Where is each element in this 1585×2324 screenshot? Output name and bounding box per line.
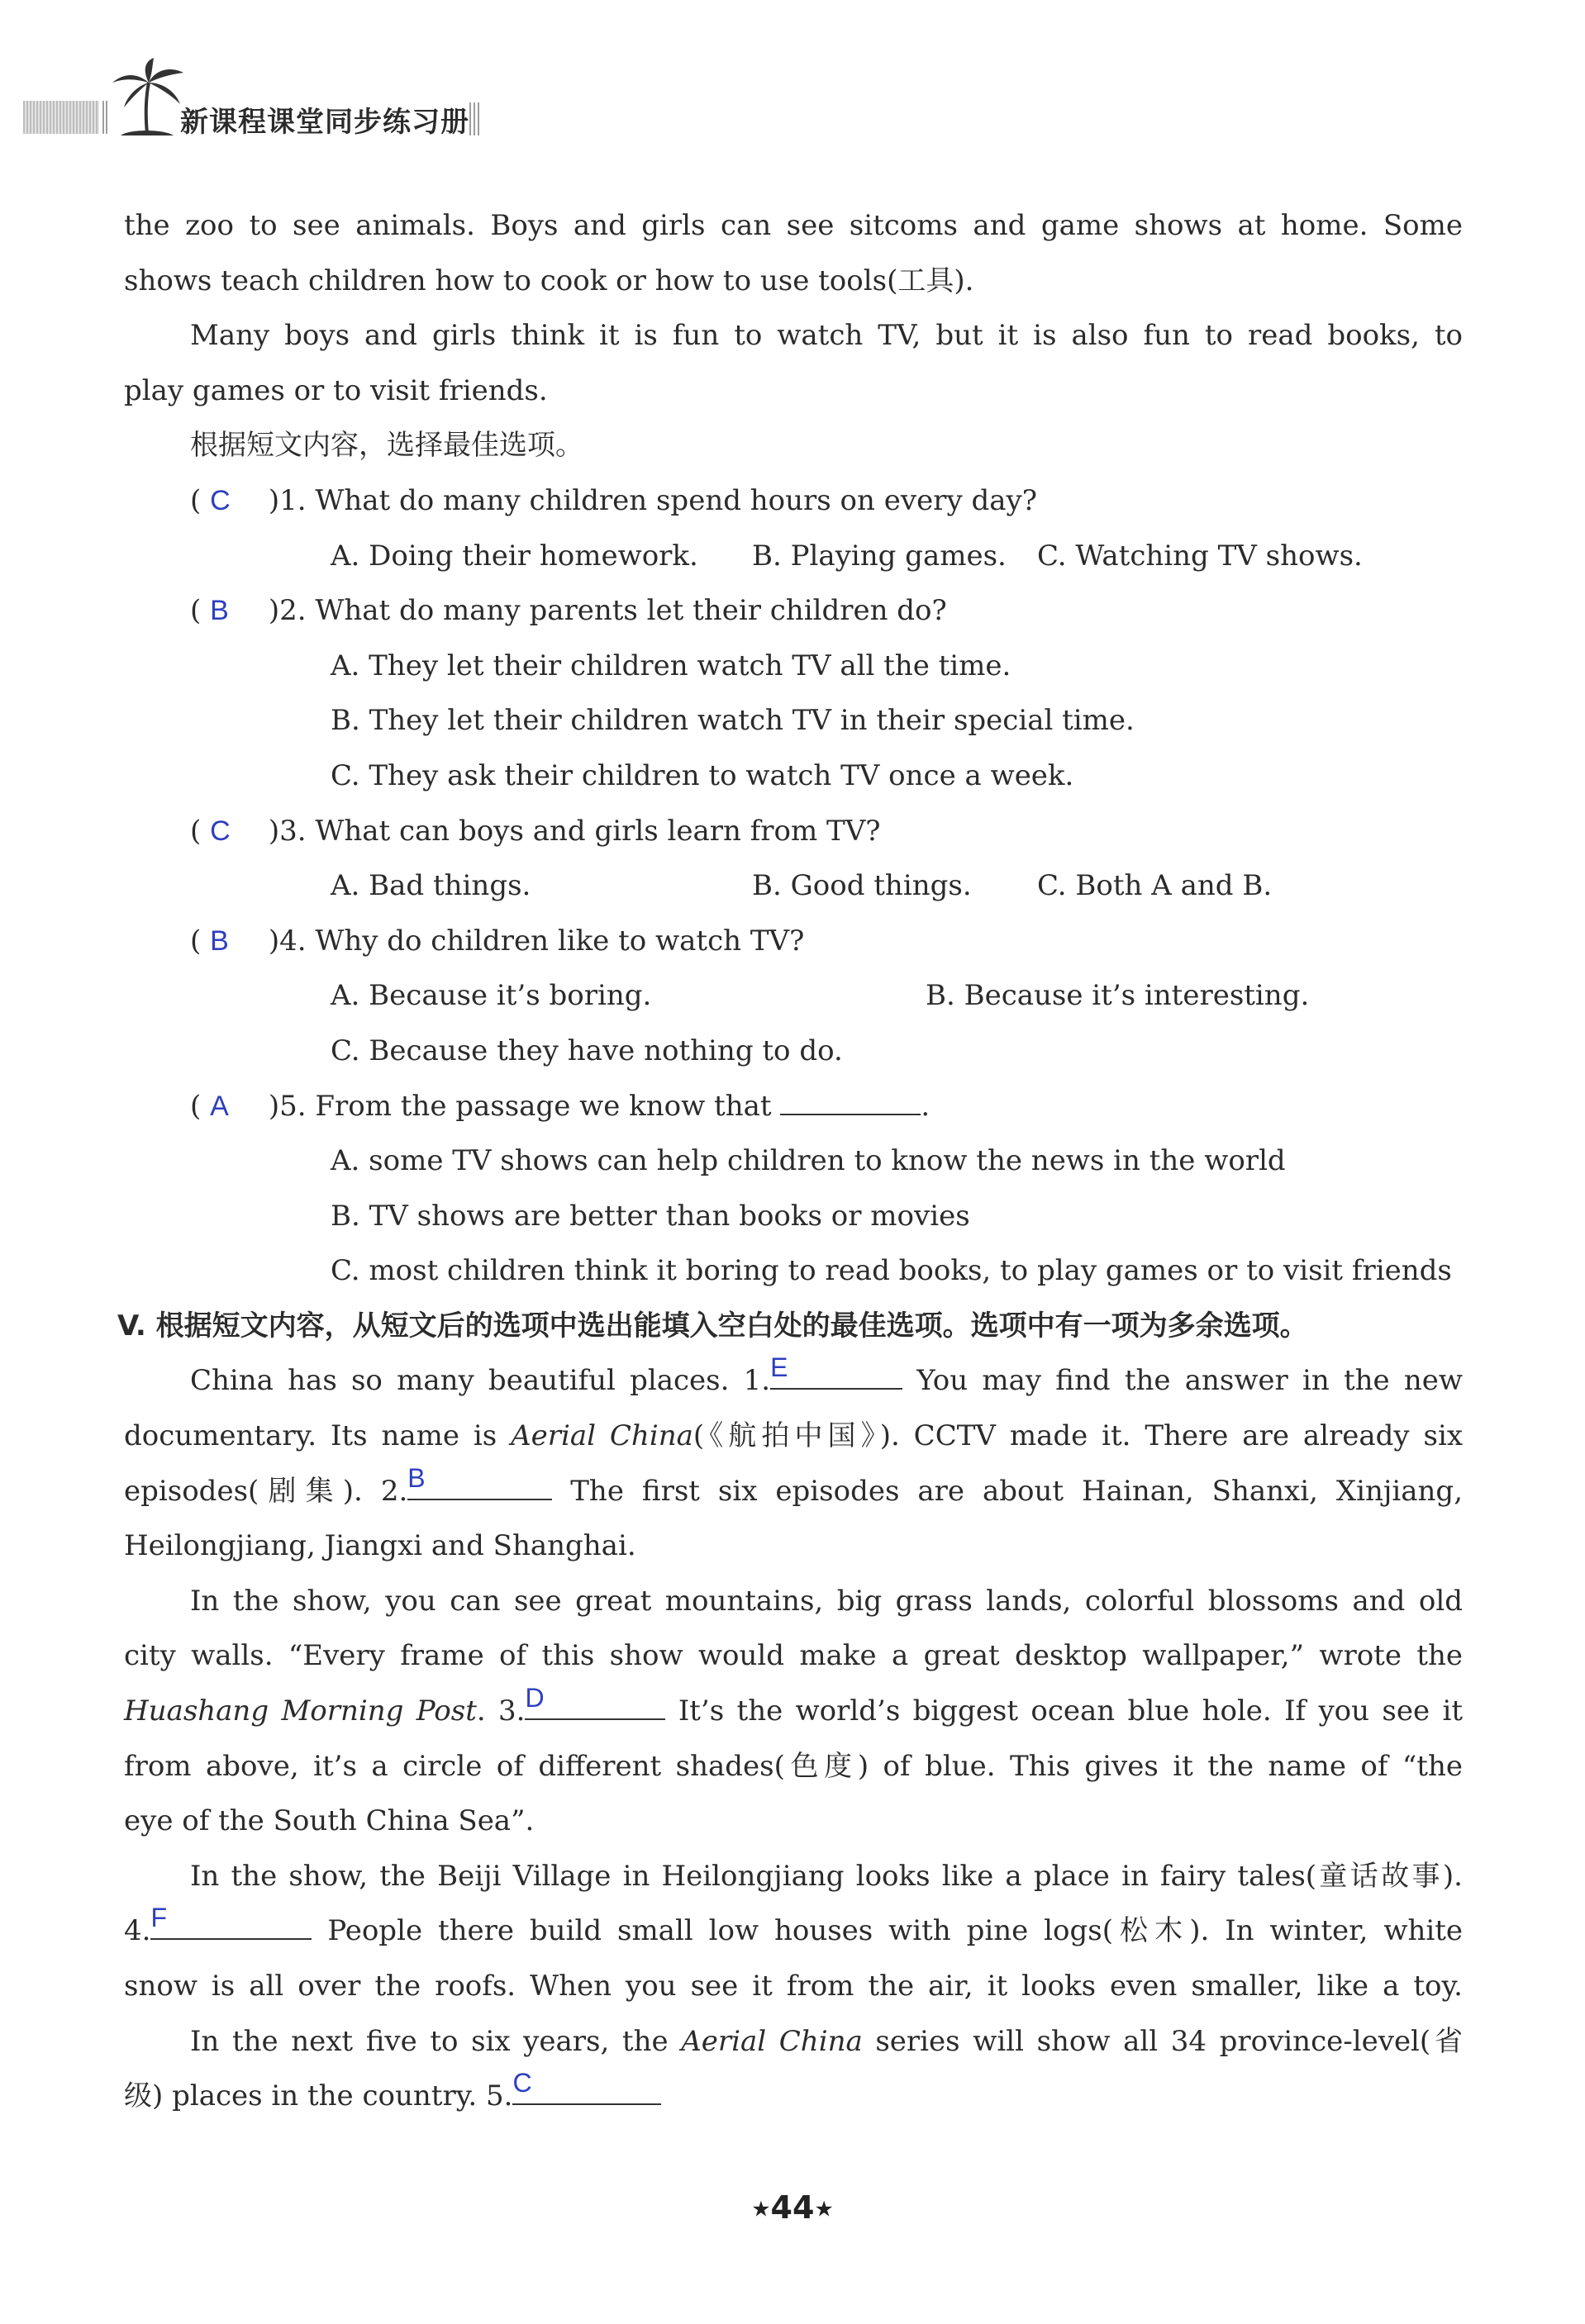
passage-text: city walls. “Every frame of this show would make a great desktop wallpaper,” wrote the [124, 1639, 1463, 1673]
option: B. TV shows are better than books or movies [331, 1199, 970, 1233]
option: A. Bad things. [331, 869, 531, 903]
passage-text: 级) places in the country. 5. C [124, 2069, 1463, 2124]
answer-blank-4: F [150, 1915, 312, 1940]
page-number: ★44★ [751, 2189, 834, 2226]
page-header [0, 0, 1585, 165]
passage-text: documentary. Its name is Aerial China(《航拍中国》). CCTV made it. There are already six [124, 1419, 1463, 1453]
answer-mark: B [210, 595, 229, 627]
question-1: ( C )1. What do many children spend hours on every day? [124, 473, 1463, 529]
question-stem: )5. From the passage we know that [268, 1089, 772, 1123]
option: B. They let their children watch TV in their special time. [331, 704, 1135, 738]
passage-text: play games or to visit friends. [124, 373, 548, 407]
palm-tree-icon [104, 58, 190, 137]
option: B. Playing games. [752, 539, 1007, 573]
question-stem: )2. What do many parents let their children do? [268, 594, 947, 628]
question-4: ( B )4. Why do children like to watch TV? [124, 914, 1463, 969]
instruction: 根据短文内容，选择最佳选项。 [190, 429, 583, 463]
passage-text: China has so many beautiful places. 1. E You may find the answer in the new [190, 1352, 1463, 1398]
book-title: 新课程课堂同步练习册 [180, 106, 469, 139]
passage-text: Huashang Morning Post. 3. D It’s the world’s biggest ocean blue hole. If you see it [124, 1683, 1463, 1728]
star-icon: ★ [751, 2197, 771, 2222]
answer-blank-3: D [525, 1695, 665, 1720]
option: C. most children think it boring to read books, to play games or to visit friends [331, 1254, 1452, 1288]
question-stem: )4. Why do children like to watch TV? [268, 924, 805, 958]
passage-text: In the next five to six years, the Aerial China series will show all 34 province-level(省 [190, 2024, 1464, 2058]
passage-text: In the show, the Beiji Village in Heilongjiang looks like a place in fairy tales(童话故事). [190, 1859, 1463, 1893]
answer-mark: C [210, 484, 231, 516]
answer-blank-1: E [770, 1365, 902, 1390]
answer-blank-2: B [407, 1476, 552, 1500]
section-heading: V. 根据短文内容，从短文后的选项中选出能填入空白处的最佳选项。选项中有一项为多余选项。 [117, 1309, 1308, 1343]
passage-text: snow is all over the roofs. When you see it from the air, it looks even smaller, like a toy. [124, 1970, 1463, 2003]
page-content [117, 198, 1464, 2124]
option: A. Because it’s boring. [331, 979, 652, 1013]
passage-text: the zoo to see animals. Boys and girls can see sitcoms and game shows at home. Some [124, 209, 1463, 242]
passage-text: Many boys and girls think it is fun to watch TV, but it is also fun to read books, to [190, 319, 1463, 353]
answer-mark: A [210, 1090, 229, 1122]
option: C. They ask their children to watch TV once a week. [331, 758, 1074, 792]
option: C. Because they have nothing to do. [331, 1034, 843, 1067]
options-row [124, 968, 1463, 1024]
question-stem: )3. What can boys and girls learn from TV? [268, 814, 881, 848]
passage-text: 4. F People there build small low houses with pine logs(松木). In winter, white [124, 1903, 1463, 1948]
option: C. Both A and B. [1037, 869, 1273, 903]
question-3: ( C )3. What can boys and girls learn from TV? [124, 804, 1463, 859]
passage-text: shows teach children how to cook or how to use tools(工具). [124, 264, 974, 297]
header-stripes [23, 101, 99, 134]
answer-mark: B [210, 924, 229, 957]
question-5: ( A )5. From the passage we know that . [124, 1079, 1463, 1134]
option: B. Because it’s interesting. [926, 979, 1310, 1013]
answer-blank [780, 1091, 921, 1115]
option: A. some TV shows can help children to know the news in the world [331, 1144, 1286, 1178]
passage-text: eye of the South China Sea”. [124, 1804, 535, 1838]
option: C. Watching TV shows. [1037, 539, 1363, 573]
passage-text: Heilongjiang, Jiangxi and Shanghai. [124, 1529, 636, 1563]
passage-text: from above, it’s a circle of different shades(色度) of blue. This gives it the name of “the [124, 1749, 1463, 1783]
answer-mark: C [210, 815, 231, 847]
question-stem: )1. What do many children spend hours on every day? [268, 483, 1037, 517]
star-icon: ★ [814, 2197, 834, 2222]
passage-text: In the show, you can see great mountains, big grass lands, colorful blossoms and old [190, 1584, 1463, 1618]
answer-blank-5: C [512, 2080, 661, 2105]
question-2: ( B )2. What do many parents let their children do? [124, 583, 1463, 639]
option: B. Good things. [752, 869, 972, 903]
option: A. Doing their homework. [331, 539, 698, 573]
passage-text: episodes(剧集). 2. B The first six episodes are about Hainan, Shanxi, Xinjiang, [124, 1462, 1463, 1508]
options-row [124, 858, 1463, 914]
option: A. They let their children watch TV all the time. [331, 649, 1011, 682]
header-divider-right [469, 102, 479, 135]
options-row [124, 529, 1463, 584]
